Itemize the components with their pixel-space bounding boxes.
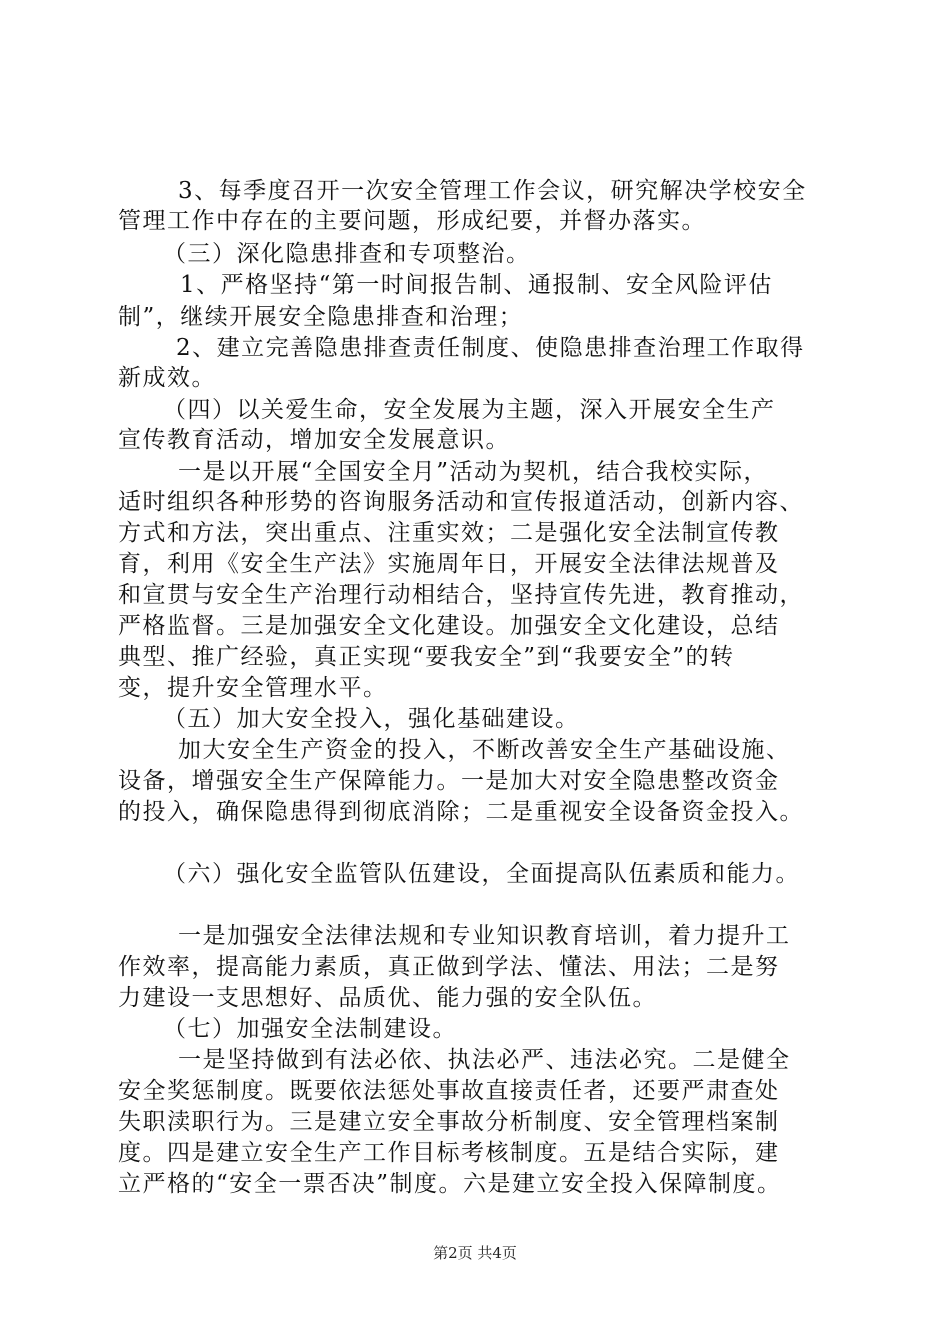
text-line: 2、建立完善隐患排查责任制度、使隐患排查治理工作取得: [176, 335, 805, 361]
text-line: 新成效。: [118, 365, 216, 391]
text-line: 严格监督。三是加强安全文化建设。加强安全文化建设，总结: [118, 613, 780, 639]
text-line: 1、严格坚持“第一时间报告制、通报制、安全风险评估: [180, 272, 773, 298]
text-line: 度。四是建立安全生产工作目标考核制度。五是结合实际，建: [118, 1140, 780, 1166]
text-line: 立严格的“安全一票否决”制度。六是建立安全投入保障制度。: [118, 1171, 782, 1197]
text-line: 3、每季度召开一次安全管理工作会议，研究解决学校安全: [178, 178, 807, 204]
section-heading-6: （六）强化安全监管队伍建设，全面提高队伍素质和能力。: [163, 861, 800, 887]
text-line: 一是加强安全法律法规和专业知识教育培训，着力提升工: [178, 923, 791, 949]
text-line: 设备，增强安全生产保障能力。一是加大对安全隐患整改资金: [118, 768, 780, 794]
text-line: 一是坚持做到有法必依、执法必严、违法必究。二是健全: [178, 1047, 791, 1073]
text-line: 方式和方法，突出重点、注重实效；二是强化安全法制宣传教: [118, 520, 780, 546]
text-line: 变，提升安全管理水平。: [118, 675, 388, 701]
section-heading-4: （四）以关爱生命，安全发展为主题，深入开展安全生产: [163, 397, 776, 423]
text-line: 一是以开展“全国安全月”活动为契机，结合我校实际，: [178, 459, 769, 485]
section-heading-5: （五）加大安全投入，强化基础建设。: [163, 706, 580, 732]
section-heading-7: （七）加强安全法制建设。: [163, 1016, 457, 1042]
text-line: 的投入，确保隐患得到彻底消除；二是重视安全设备资金投入。: [118, 799, 804, 825]
text-line: 制”，继续开展安全隐患排查和治理；: [118, 304, 524, 330]
text-line: 失职渎职行为。三是建立安全事故分析制度、安全管理档案制: [118, 1109, 780, 1135]
text-line: 育，利用《安全生产法》实施周年日，开展安全法律法规普及: [118, 551, 780, 577]
text-line: 适时组织各种形势的咨询服务活动和宣传报道活动，创新内容、: [118, 489, 804, 515]
text-line: 管理工作中存在的主要问题，形成纪要，并督办落实。: [118, 208, 706, 234]
section-heading-3: （三）深化隐患排查和专项整治。: [163, 241, 531, 267]
text-line: 力建设一支思想好、品质优、能力强的安全队伍。: [118, 985, 657, 1011]
text-line: 典型、推广经验，真正实现“要我安全”到“我要安全”的转: [118, 644, 735, 670]
text-line: 作效率，提高能力素质，真正做到学法、懂法、用法；二是努: [118, 954, 780, 980]
text-line: 和宣贯与安全生产治理行动相结合，坚持宣传先进，教育推动，: [118, 582, 804, 608]
text-line: 宣传教育活动，增加安全发展意识。: [118, 427, 510, 453]
page-number-footer: 第2页 共4页: [433, 1244, 517, 1262]
text-line: 安全奖惩制度。既要依法惩处事故直接责任者，还要严肃查处: [118, 1078, 780, 1104]
text-line: 加大安全生产资金的投入，不断改善安全生产基础设施、: [178, 737, 791, 763]
